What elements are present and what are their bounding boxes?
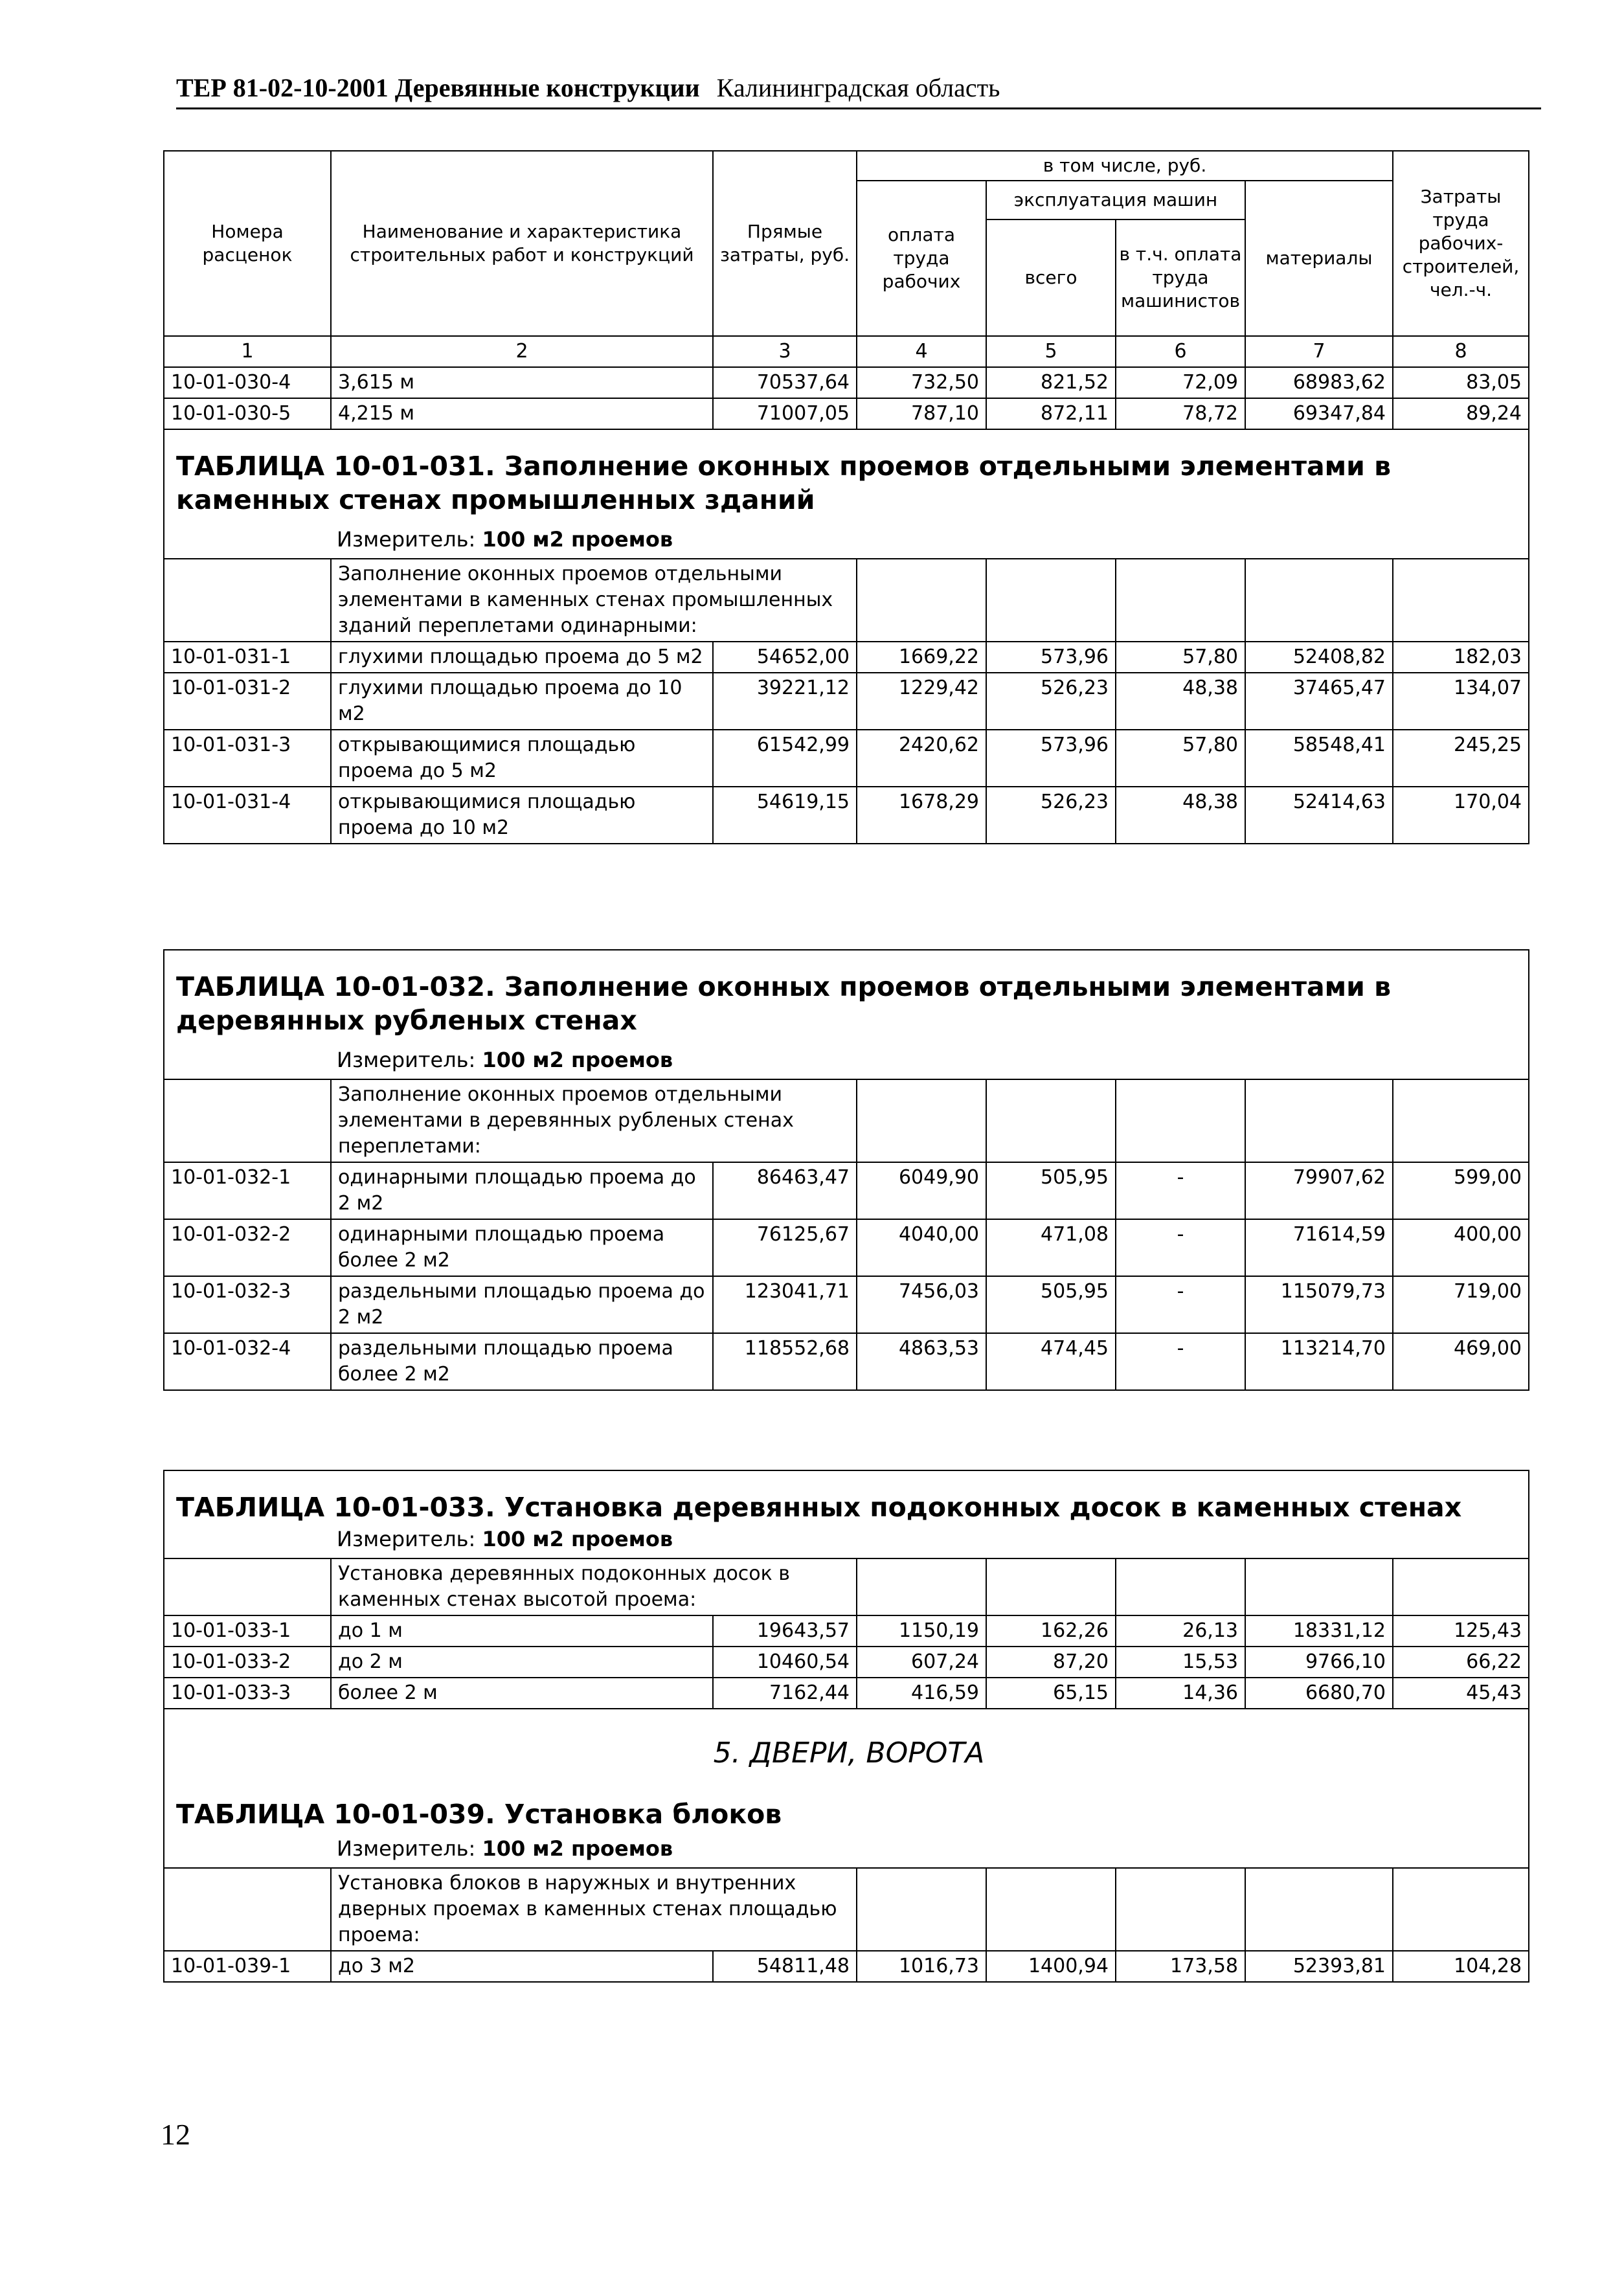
labor-hours: 182,03 [1393,642,1529,673]
machinist-wages: 72,09 [1116,367,1245,398]
direct-cost: 61542,99 [713,730,857,787]
worker-wages: 787,10 [857,398,986,429]
materials-cost: 115079,73 [1245,1276,1393,1333]
column-numbers-row [164,336,1529,367]
measure-label: Измеритель: [337,1527,476,1551]
materials-cost: 52408,82 [1245,642,1393,673]
description-row-033 [164,1558,1529,1615]
direct-cost: 39221,12 [713,673,857,730]
machine-cost: 573,96 [986,730,1116,787]
machinist-wages: - [1116,1219,1245,1276]
direct-cost: 70537,64 [713,367,857,398]
measure-value: 100 м2 проемов [482,527,673,552]
materials-cost: 68983,62 [1245,367,1393,398]
worker-wages: 1669,22 [857,642,986,673]
col-labor-header: Затраты труда рабочих-строителей, чел.-ч. [1393,151,1529,336]
materials-cost: 79907,62 [1245,1162,1393,1219]
rate-code: 10-01-033-2 [164,1647,331,1678]
rate-name: открывающимися площадью проема до 5 м2 [331,730,713,787]
col-direct-header: Прямые затраты, руб. [713,151,857,336]
rates-table-block-1 [163,150,1528,844]
table-row [164,673,1529,730]
machine-cost: 505,95 [986,1162,1116,1219]
machine-cost: 872,11 [986,398,1116,429]
machine-cost: 573,96 [986,642,1116,673]
column-number: 1 [164,336,331,367]
machinist-wages: 14,36 [1116,1678,1245,1709]
machinist-wages: 26,13 [1116,1615,1245,1647]
document-title: ТЕР 81-02-10-2001 Деревянные конструкции [176,73,700,102]
machine-cost: 65,15 [986,1678,1116,1709]
materials-cost: 113214,70 [1245,1333,1393,1390]
worker-wages: 607,24 [857,1647,986,1678]
table-title-032: ТАБЛИЦА 10-01-032. Заполнение оконных проемов отдельными элементами в деревянных рубленых стенах [176,971,1392,1036]
measure-039 [176,1835,1522,1862]
rate-code: 10-01-030-5 [164,398,331,429]
measure-label: Измеритель: [337,527,476,552]
direct-cost: 7162,44 [713,1678,857,1709]
rates-table-1 [163,150,1529,844]
table-row [164,1678,1529,1709]
col-machinist-wages-header: в т.ч. оплата труда машинистов [1116,219,1245,336]
machinist-wages: 48,38 [1116,673,1245,730]
table-row [164,1162,1529,1219]
table-row [164,1276,1529,1333]
machinist-wages: 78,72 [1116,398,1245,429]
rate-code: 10-01-033-1 [164,1615,331,1647]
measure-value: 100 м2 проемов [482,1527,673,1551]
column-number: 8 [1393,336,1529,367]
machinist-wages: 57,80 [1116,642,1245,673]
machine-cost: 87,20 [986,1647,1116,1678]
labor-hours: 45,43 [1393,1678,1529,1709]
rate-name: более 2 м [331,1678,713,1709]
direct-cost: 86463,47 [713,1162,857,1219]
table-row [164,642,1529,673]
rate-code: 10-01-032-4 [164,1333,331,1390]
rate-name: открывающимися площадью проема до 10 м2 [331,787,713,844]
machinist-wages: 15,53 [1116,1647,1245,1678]
section-header-039 [164,1709,1529,1868]
column-number: 4 [857,336,986,367]
labor-hours: 599,00 [1393,1162,1529,1219]
rate-code: 10-01-032-2 [164,1219,331,1276]
rate-code: 10-01-031-3 [164,730,331,787]
materials-cost: 52393,81 [1245,1951,1393,1982]
machinist-wages: 173,58 [1116,1951,1245,1982]
machinist-wages: - [1116,1162,1245,1219]
labor-hours: 719,00 [1393,1276,1529,1333]
table-row [164,730,1529,787]
rate-code: 10-01-031-2 [164,673,331,730]
col-including-header: в том числе, руб. [857,151,1393,181]
measure-label: Измеритель: [337,1836,476,1861]
materials-cost: 58548,41 [1245,730,1393,787]
description-row-032 [164,1079,1529,1162]
col-materials-header: материалы [1245,181,1393,336]
table-row [164,1647,1529,1678]
table-row [164,1951,1529,1982]
machinist-wages: 57,80 [1116,730,1245,787]
table-row [164,398,1529,429]
labor-hours: 125,43 [1393,1615,1529,1647]
labor-hours: 89,24 [1393,398,1529,429]
machine-cost: 526,23 [986,787,1116,844]
description-row-031 [164,559,1529,642]
machine-cost: 526,23 [986,673,1116,730]
column-number: 2 [331,336,713,367]
labor-hours: 245,25 [1393,730,1529,787]
description-039: Установка блоков в наружных и внутренних дверных проемах в каменных стенах площадью проема: [331,1868,857,1951]
materials-cost: 71614,59 [1245,1219,1393,1276]
labor-hours: 170,04 [1393,787,1529,844]
direct-cost: 118552,68 [713,1333,857,1390]
table-title-031: ТАБЛИЦА 10-01-031. Заполнение оконных проемов отдельными элементами в каменных стенах промышленных зданий [176,451,1392,515]
worker-wages: 7456,03 [857,1276,986,1333]
rates-table-032 [163,949,1529,1391]
rate-name: до 1 м [331,1615,713,1647]
description-033: Установка деревянных подоконных досок в каменных стенах высотой проема: [331,1558,857,1615]
measure-value: 100 м2 проемов [482,1836,673,1861]
worker-wages: 1016,73 [857,1951,986,1982]
description-row-039 [164,1868,1529,1951]
rate-code: 10-01-033-3 [164,1678,331,1709]
measure-033 [176,1525,1522,1553]
table-title-033: ТАБЛИЦА 10-01-033. Установка деревянных подоконных досок в каменных стенах [176,1492,1462,1523]
table-row [164,1615,1529,1647]
direct-cost: 19643,57 [713,1615,857,1647]
rates-table-block-2 [163,949,1528,1391]
rates-table-033 [163,1470,1529,1983]
rate-name: глухими площадью проема до 10 м2 [331,673,713,730]
rates-table-block-3 [163,1470,1528,1983]
column-number: 7 [1245,336,1393,367]
machine-cost: 505,95 [986,1276,1116,1333]
labor-hours: 400,00 [1393,1219,1529,1276]
rate-name: одинарными площадью проема до 2 м2 [331,1162,713,1219]
materials-cost: 37465,47 [1245,673,1393,730]
measure-value: 100 м2 проемов [482,1048,673,1072]
machine-cost: 821,52 [986,367,1116,398]
machine-cost: 162,26 [986,1615,1116,1647]
materials-cost: 69347,84 [1245,398,1393,429]
section-header-032 [164,950,1529,1079]
machinist-wages: 48,38 [1116,787,1245,844]
column-number: 6 [1116,336,1245,367]
running-head [176,73,1000,103]
labor-hours: 83,05 [1393,367,1529,398]
description-032: Заполнение оконных проемов отдельными элементами в деревянных рубленых стенах переплетами: [331,1079,857,1162]
labor-hours: 469,00 [1393,1333,1529,1390]
header-rule [176,107,1541,109]
machine-cost: 1400,94 [986,1951,1116,1982]
worker-wages: 2420,62 [857,730,986,787]
column-number: 5 [986,336,1116,367]
rate-code: 10-01-032-3 [164,1276,331,1333]
labor-hours: 134,07 [1393,673,1529,730]
rate-name: до 2 м [331,1647,713,1678]
description-031: Заполнение оконных проемов отдельными элементами в каменных стенах промышленных зданий переплетами одинарными: [331,559,857,642]
rate-name: 4,215 м [331,398,713,429]
measure-031 [176,526,1522,553]
rate-name: раздельными площадью проема до 2 м2 [331,1276,713,1333]
table-row [164,1219,1529,1276]
col-wages-header: оплата труда рабочих [857,181,986,336]
col-machines-header: эксплуатация машин [986,181,1245,219]
direct-cost: 76125,67 [713,1219,857,1276]
direct-cost: 54652,00 [713,642,857,673]
materials-cost: 18331,12 [1245,1615,1393,1647]
direct-cost: 54811,48 [713,1951,857,1982]
machine-cost: 474,45 [986,1333,1116,1390]
col-name-header: Наименование и характеристика строительных работ и конструкций [331,151,713,336]
measure-032 [176,1046,1522,1074]
chapter-title: 5. ДВЕРИ, ВОРОТА [713,1737,985,1770]
table-row [164,1333,1529,1390]
machine-cost: 471,08 [986,1219,1116,1276]
worker-wages: 732,50 [857,367,986,398]
rate-name: до 3 м2 [331,1951,713,1982]
materials-cost: 6680,70 [1245,1678,1393,1709]
machinist-wages: - [1116,1333,1245,1390]
table-row [164,367,1529,398]
table-title-039: ТАБЛИЦА 10-01-039. Установка блоков [176,1799,782,1830]
rate-code: 10-01-031-4 [164,787,331,844]
worker-wages: 6049,90 [857,1162,986,1219]
measure-label: Измеритель: [337,1048,476,1072]
rate-name: одинарными площадью проема более 2 м2 [331,1219,713,1276]
worker-wages: 1229,42 [857,673,986,730]
page-number: 12 [161,2118,190,2151]
direct-cost: 123041,71 [713,1276,857,1333]
labor-hours: 104,28 [1393,1951,1529,1982]
rate-code: 10-01-031-1 [164,642,331,673]
rate-name: глухими площадью проема до 5 м2 [331,642,713,673]
rate-name: 3,615 м [331,367,713,398]
rate-code: 10-01-039-1 [164,1951,331,1982]
col-code-header: Номера расценок [164,151,331,336]
worker-wages: 1678,29 [857,787,986,844]
direct-cost: 71007,05 [713,398,857,429]
table-row [164,787,1529,844]
machinist-wages: - [1116,1276,1245,1333]
worker-wages: 1150,19 [857,1615,986,1647]
section-header-033 [164,1470,1529,1558]
rate-code: 10-01-030-4 [164,367,331,398]
materials-cost: 52414,63 [1245,787,1393,844]
direct-cost: 54619,15 [713,787,857,844]
rate-name: раздельными площадью проема более 2 м2 [331,1333,713,1390]
direct-cost: 10460,54 [713,1647,857,1678]
worker-wages: 4863,53 [857,1333,986,1390]
worker-wages: 416,59 [857,1678,986,1709]
col-machines-total-header: всего [986,219,1116,336]
region-name: Калининградская область [716,73,1000,102]
labor-hours: 66,22 [1393,1647,1529,1678]
section-header-031 [164,429,1529,559]
rate-code: 10-01-032-1 [164,1162,331,1219]
column-number: 3 [713,336,857,367]
worker-wages: 4040,00 [857,1219,986,1276]
materials-cost: 9766,10 [1245,1647,1393,1678]
